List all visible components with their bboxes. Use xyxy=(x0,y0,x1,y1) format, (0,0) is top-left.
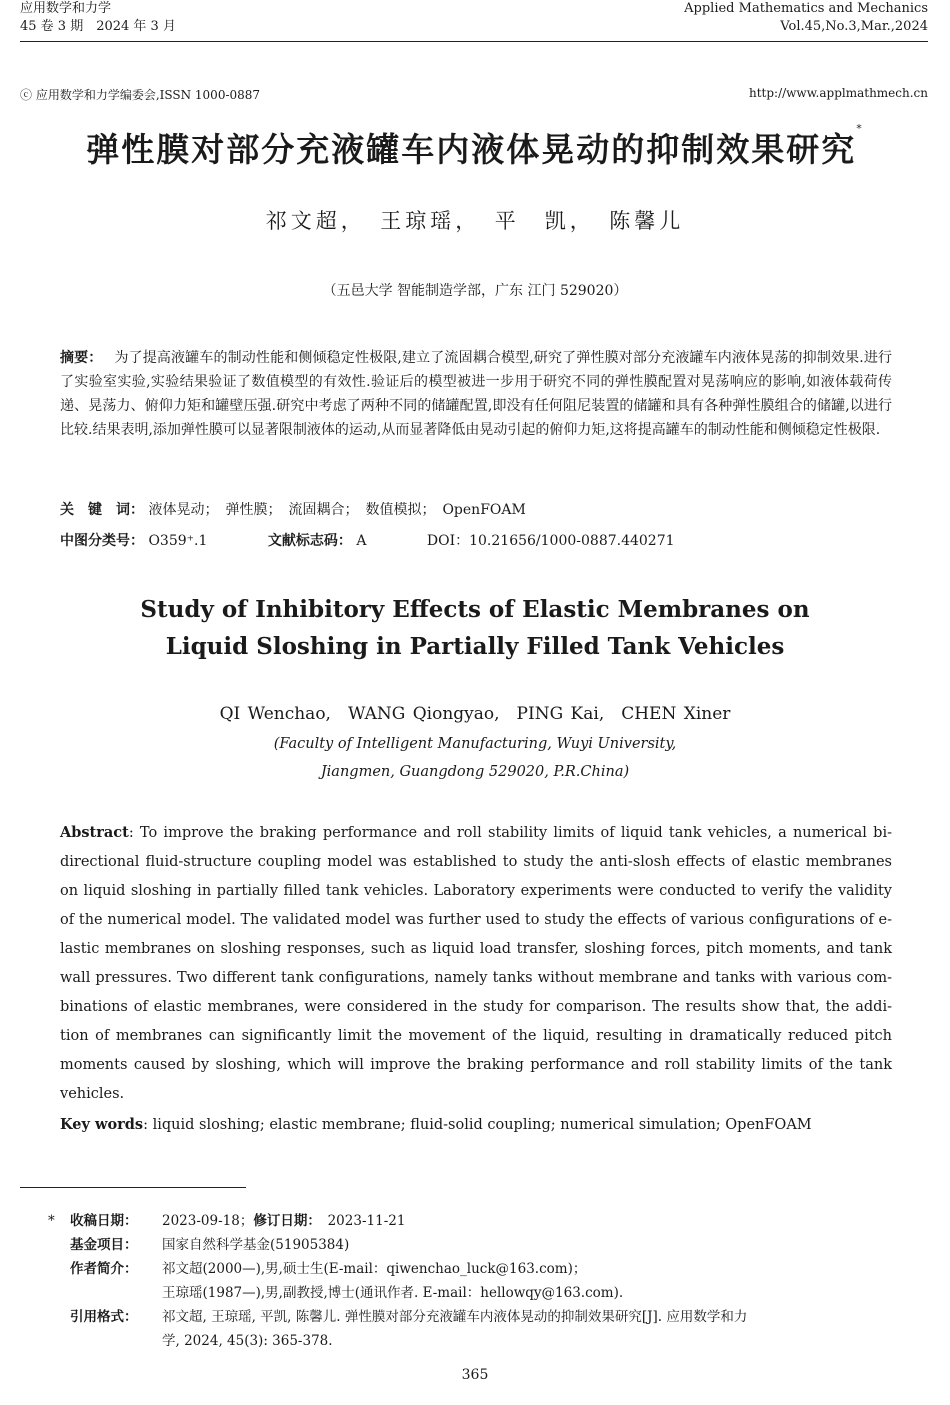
author-value-1: 祁文超(2000—),男,硕士生(E-mail：qiwenchao_luck@163.com)； xyxy=(162,1261,587,1277)
revised-value: 2023-11-21 xyxy=(327,1213,406,1229)
title-en-line-1: Study of Inhibitory Effects of Elastic Membranes on xyxy=(140,596,810,623)
author-value-2: 王琼瑶(1987—),男,副教授,博士(通讯作者. E-mail：hellowqy@163.com). xyxy=(162,1285,624,1301)
paper-title-cn xyxy=(0,124,950,171)
received-value: 2023-09-18； xyxy=(162,1213,254,1229)
authors-cn: 祁文超， 王琼瑶， 平 凯， 陈馨儿 xyxy=(265,209,685,233)
page-number: 365 xyxy=(461,1367,489,1383)
abstract-en-text: : To improve the braking performance and roll stability limits of liquid tank vehicles, a numerical bi-directional fluid-structure coupling model was established to study the anti-slosh effects of elastic membranes on liquid sloshing in partially filled tank vehicles. Laboratory experiments were conducted to verify the validity of the numerical model. The validated model was further used to study the effects of various configurations of e-lastic membranes on sloshing responses, such as liquid load transfer, sloshing forces, pitch moments, and tank wall pressures. Two different tank configurations, namely tanks without membrane and tanks with various com-binations of elastic membranes, were considered in the study for comparison. The results show that, the addi-tion of membranes can significantly limit the movement of the liquid, resulting in dramatically reduced pitch moments caused by sloshing, which will improve the braking performance and roll stability limits of the tank vehicles. xyxy=(60,825,892,1102)
fund-value: 国家自然科学基金(51905384) xyxy=(162,1237,350,1253)
received-dates xyxy=(162,1209,938,1233)
clc-value: O359⁺.1 xyxy=(148,533,208,549)
keywords-en xyxy=(60,1116,812,1133)
journal-url[interactable]: http://www.applmathmech.cn xyxy=(748,86,928,100)
keywords-en-label: Key words xyxy=(60,1116,144,1133)
cite-label: 引用格式： xyxy=(70,1309,138,1325)
journal-name-cn: 应用数学和力学 xyxy=(20,1,112,16)
header-rule xyxy=(20,41,928,42)
keywords-cn-label: 关 键 词： xyxy=(60,502,144,518)
title-cn-text: 弹性膜对部分充液罐车内液体晃动的抑制效果研究 xyxy=(86,130,857,169)
footnote-fund xyxy=(48,1233,938,1257)
cite-value-2: 学, 2024, 45(3): 365-378. xyxy=(162,1333,333,1349)
title-en-line-2: Liquid Sloshing in Partially Filled Tank Vehicles xyxy=(165,633,785,660)
affiliation-en-line-1: (Faculty of Intelligent Manufacturing, Wuyi University, xyxy=(273,736,677,752)
running-header-left xyxy=(20,0,176,36)
affiliation-en-line-2: Jiangmen, Guangdong 529020, P.R.China) xyxy=(320,764,630,780)
keywords-cn-text: 液体晃动； 弹性膜； 流固耦合； 数值模拟； OpenFOAM xyxy=(148,502,526,518)
doi[interactable]: DOI：10.21656/1000-0887.440271 xyxy=(426,533,675,549)
title-footnote-mark[interactable]: * xyxy=(856,122,864,135)
doc-code-label: 文献标志码： xyxy=(267,533,352,549)
abstract-cn xyxy=(60,346,892,442)
footnote-author-2 xyxy=(48,1281,938,1305)
footnote-author-1 xyxy=(48,1257,938,1281)
keywords-cn xyxy=(60,499,526,519)
author-label: 作者简介： xyxy=(70,1261,138,1277)
issue-info-en: Vol.45,No.3,Mar.,2024 xyxy=(780,19,928,34)
authors-en: QI Wenchao, WANG Qiongyao, PING Kai, CHEN Xiner xyxy=(219,704,731,724)
footnote-rule xyxy=(20,1187,246,1188)
footnotes xyxy=(48,1209,938,1353)
footnote-star: * xyxy=(48,1213,55,1229)
footnote-received xyxy=(48,1209,938,1233)
affiliation-cn: （五邑大学 智能制造学部，广东 江门 529020） xyxy=(322,283,628,299)
clc-label: 中图分类号： xyxy=(60,533,144,549)
abstract-cn-label: 摘要： xyxy=(60,350,103,366)
running-header-right xyxy=(684,0,928,36)
footnote-citation-1 xyxy=(48,1305,938,1329)
paper-title-en xyxy=(0,591,950,665)
doc-code-value: A xyxy=(356,533,367,549)
keywords-en-text: : liquid sloshing; elastic membrane; fluid-solid coupling; numerical simulation; OpenFOAM xyxy=(143,1117,812,1133)
affiliation-en xyxy=(0,730,950,786)
received-label: 收稿日期： xyxy=(70,1213,138,1229)
fund-label: 基金项目： xyxy=(70,1237,138,1253)
issue-info-cn: 45 卷 3 期 2024 年 3 月 xyxy=(20,19,176,34)
copyright-line: ⓒ 应用数学和力学编委会,ISSN 1000-0887 xyxy=(20,88,261,102)
revised-label: 修订日期： xyxy=(253,1213,315,1229)
footnote-citation-2 xyxy=(48,1329,938,1353)
abstract-en-label: Abstract xyxy=(60,824,129,841)
abstract-cn-text: 为了提高液罐车的制动性能和侧倾稳定性极限,建立了流固耦合模型,研究了弹性膜对部分充液罐车内液体晃荡的抑制效果.进行了实验室实验,实验结果验证了数值模型的有效性.验证后的模型被进一步用于研究不同的弹性膜配置对晃荡响应的影响,如液体载荷传递、晃荡力、俯仰力矩和罐壁压强.研究中考虑了两种不同的储罐配置,即没有任何阻尼装置的储罐和具有各种弹性膜组合的储罐,以进行比较.结果表明,添加弹性膜可以显著限制液体的运动,从而显著降低由晃动引起的俯仰力矩,这将提高罐车的制动性能和侧倾稳定性极限. xyxy=(60,350,893,438)
cite-value-1: 祁文超, 王琼瑶, 平凯, 陈馨儿. 弹性膜对部分充液罐车内液体晃动的抑制效果研究[J]. 应用数学和力 xyxy=(162,1309,748,1325)
abstract-en xyxy=(60,818,892,1109)
classification-line xyxy=(60,530,675,550)
journal-name-en: Applied Mathematics and Mechanics xyxy=(684,1,928,16)
